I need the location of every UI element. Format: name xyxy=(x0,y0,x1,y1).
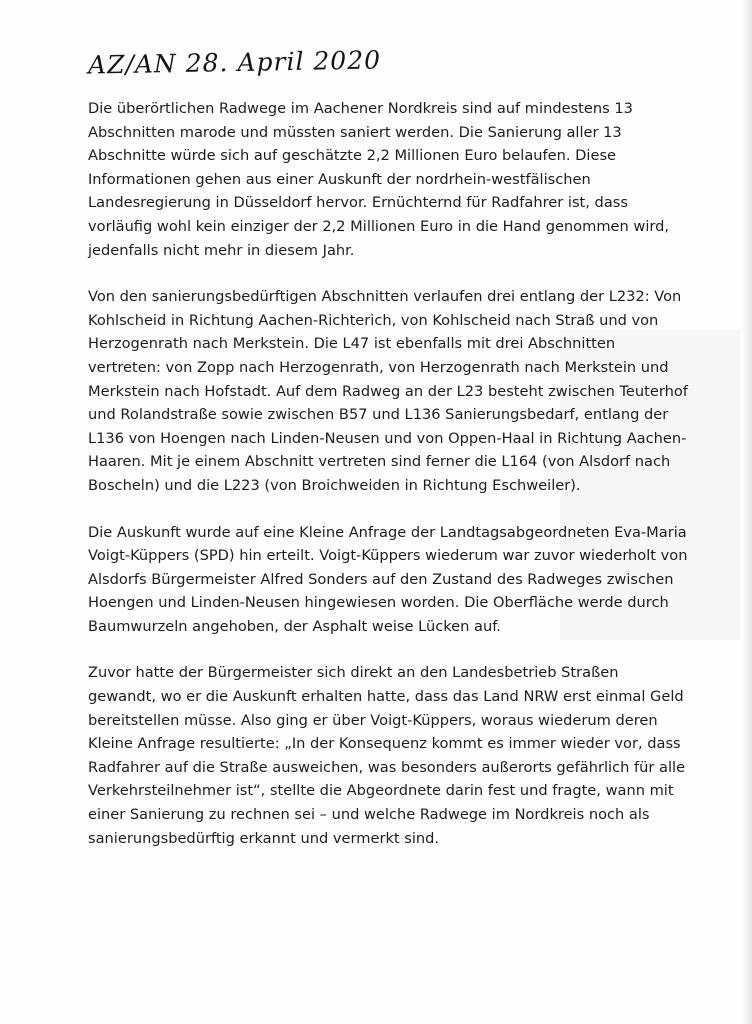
article-body xyxy=(88,97,688,850)
handwritten-source-date-note: AZ/AN 28. April 2020 xyxy=(87,45,382,80)
article-paragraph: Von den sanierungsbedürftigen Abschnitten verlaufen drei entlang der L232: Von Kohlscheid in Richtung Aachen-Richterich, von Kohlscheid nach Straß und von Herzogenrath nach Merkstein. Die L47 ist ebenfalls mit drei Abschnitten vertreten: von Zopp nach Herzogenrath, von Herzogenrath nach Merkstein und Merkstein nach Hofstadt. Auf dem Radweg an der L23 besteht zwischen Teuterhof und Rolandstraße sowie zwischen B57 und L136 Sanierungsbedarf, entlang der L136 von Hoengen nach Linden-Neusen und von Oppen-Haal in Richtung Aachen-Haaren. Mit je einem Abschnitt vertreten sind ferner die L164 (von Alsdorf nach Boscheln) und die L223 (von Broichweiden in Richtung Eschweiler). xyxy=(88,288,688,494)
scan-edge-shadow xyxy=(742,0,752,1024)
article-paragraph: Zuvor hatte der Bürgermeister sich direkt an den Landesbetrieb Straßen gewandt, wo er die Auskunft erhalten hatte, dass das Land NRW erst einmal Geld bereitstellen müsse. Also ging er über Voigt-Küppers, woraus wiederum deren Kleine Anfrage resultierte: „In der Konsequenz kommt es immer wieder vor, dass Radfahrer auf die Straße ausweichen, was besonders außerorts gefährlich für alle Verkehrsteilnehmer ist“, stellte die Abgeordnete darin fest und fragte, wann mit einer Sanierung zu rechnen sei – und welche Radwege im Nordkreis noch als sanierungsbedürftig erkannt und vermerkt sind. xyxy=(88,664,686,847)
article-paragraph: Die überörtlichen Radwege im Aachener Nordkreis sind auf mindestens 13 Abschnitten marode und müssten saniert werden. Die Sanierung aller 13 Abschnitte würde sich auf geschätzte 2,2 Millionen Euro belaufen. Diese Informationen gehen aus einer Auskunft der nordrhein-westfälischen Landesregierung in Düsseldorf hervor. Ernüchternd für Radfahrer ist, dass vorläufig wohl kein einziger der 2,2 Millionen Euro in die Hand genommen wird, jedenfalls nicht mehr in diesem Jahr. xyxy=(88,100,670,259)
article-paragraph: Die Auskunft wurde auf eine Kleine Anfrage der Landtagsabgeordneten Eva-Maria Voigt-Küppers (SPD) hin erteilt. Voigt-Küppers wiederum war zuvor wiederholt von Alsdorfs Bürgermeister Alfred Sonders auf den Zustand des Radweges zwischen Hoengen und Linden-Neusen hingewiesen worden. Die Oberfläche werde durch Baumwurzeln angehoben, der Asphalt weise Lücken auf. xyxy=(88,523,688,635)
